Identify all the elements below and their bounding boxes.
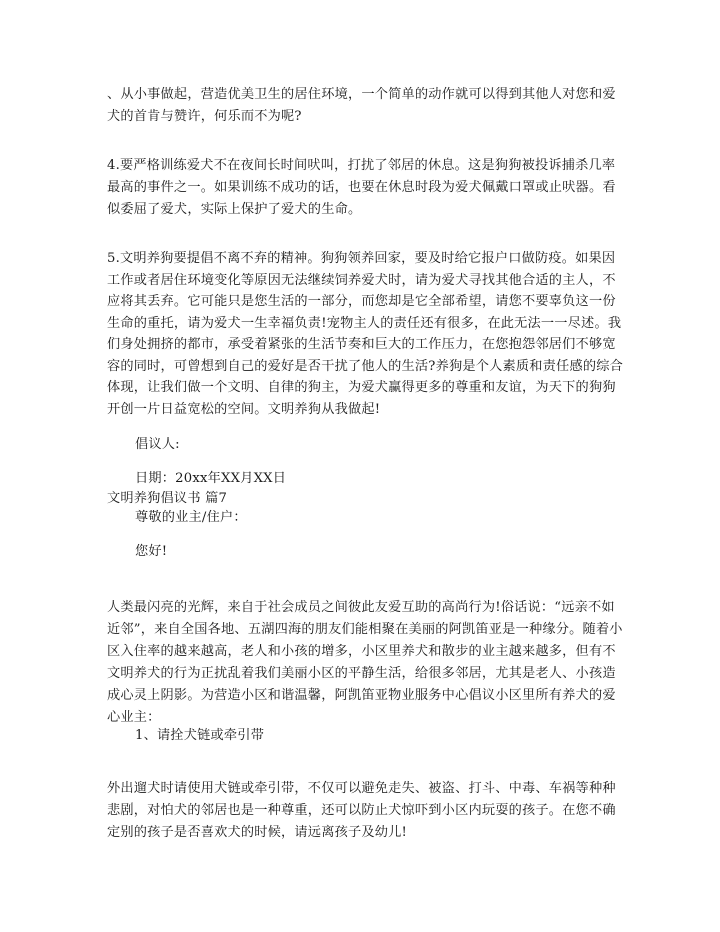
paragraph-item-5-abandonment: 5.文明养狗要提倡不离不弃的精神。狗狗领养回家，要及时给它报户口做防疫。如果因工作或者居住环境变化等原因无法继续饲养爱犬时，请为爱犬寻找其他合适的主人，不应将其丢弃。它可能只是您生活的一部分，而您却是它全部希望，请您不要辜负这一份生命的重托，请为爱犬一生幸福负责!宠物主人的责任还有很多，在此无法一一尽述。我们身处拥挤的都市，承受着紧张的生活节奏和巨大的工作压力，在您抱怨邻居们不够宽容的同时，可曾想到自己的爱好是否干扰了他人的生活?养狗是个人素质和责任感的综合体现，让我们做一个文明、自律的狗主，为爱犬赢得更多的尊重和友谊，为天下的狗狗开创一片日益宽松的空间。文明养狗从我做起! [107,251,623,417]
date-line: 日期：20xx年XX月XX日 [135,471,287,486]
paragraph-item-4-barking: 4.要严格训练爱犬不在夜间长时间吠叫，打扰了邻居的休息。这是狗狗被投诉捕杀几率最高的事件之一。如果训练不成功的话，也要在休息时段为爱犬佩戴口罩或止吠器。看似委屈了爱犬，实际上保护了爱犬的生命。 [107,158,616,217]
paragraph-leash-detail: 外出遛犬时请使用犬链或牵引带，不仅可以避免走失、被盗、打斗、中毒、车祸等种种悲剧，对怕犬的邻居也是一种尊重，还可以防止犬惊吓到小区内玩耍的孩子。在您不确定别的孩子是否喜欢犬的时候，请远离孩子及幼儿! [107,781,616,840]
section-title-7: 文明养狗倡议书 篇7 [107,491,228,506]
salutation: 尊敬的业主/住户： [135,510,247,525]
paragraph-intro-neighbors: 人类最闪亮的光辉，来自于社会成员之间彼此友爱互助的高尚行为!俗话说：“远亲不如近邻”，来自全国各地、五湖四海的朋友们能相聚在美丽的阿凯笛亚是一种缘分。随着小区入住率的越来越高，老人和小孩的增多，小区里养犬和散步的业主越来越多，但有不文明养犬的行为正扰乱着我们美丽小区的平静生活，给很多邻居，尤其是老人、小孩造成心灵上阴影。为营造小区和谐温馨，阿凯笛亚物业服务中心倡议小区里所有养犬的爱心业主： [107,600,623,725]
greeting: 您好! [135,544,168,559]
proposer-label: 倡议人: [135,437,180,452]
subheading-leash: 1、请拴犬链或牵引带 [135,728,265,743]
paragraph-tidy-environment: 、从小事做起，营造优美卫生的居住环境，一个简单的动作就可以得到其他人对您和爱犬的首肯与赞许，何乐而不为呢? [107,87,616,124]
